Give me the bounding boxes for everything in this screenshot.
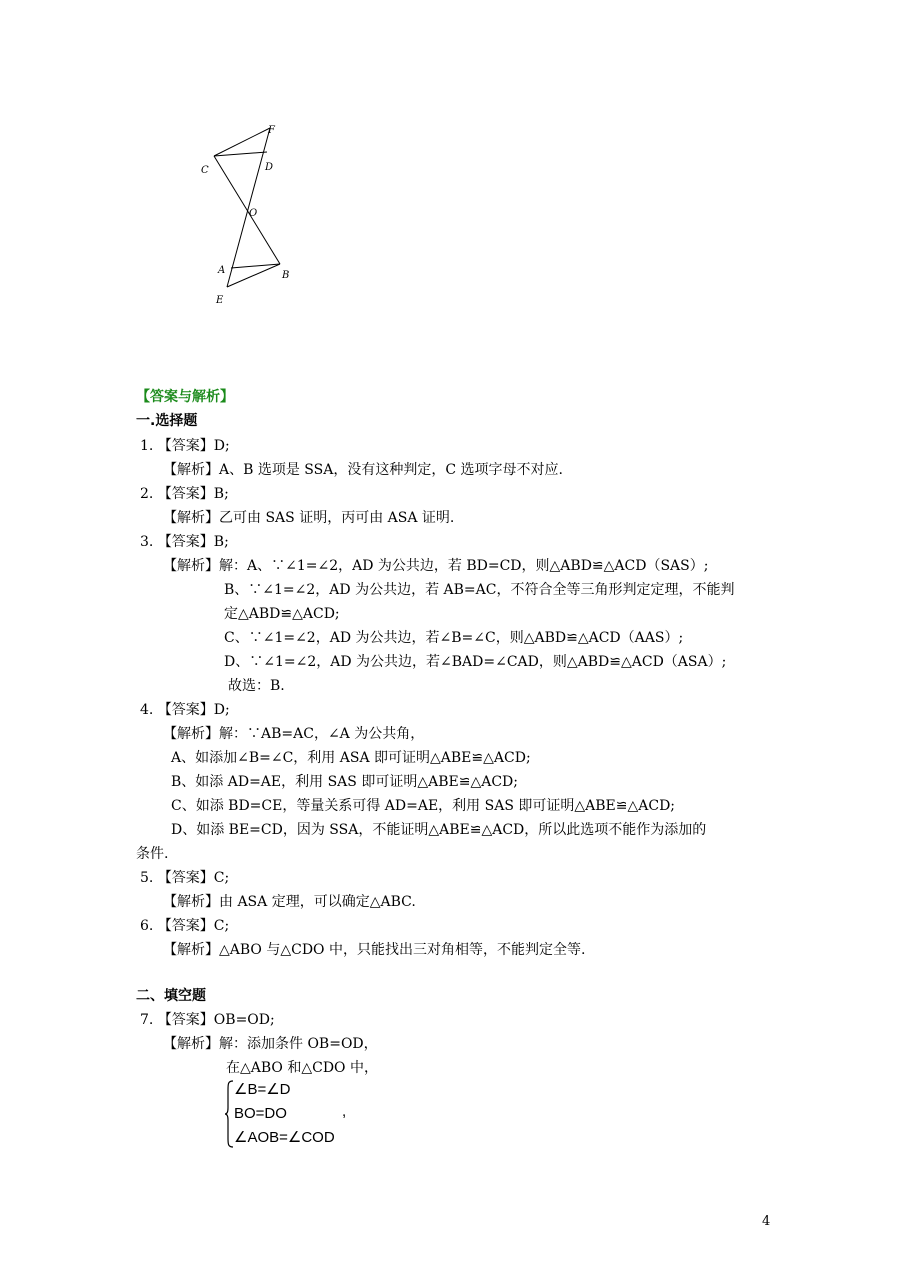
segment-CD: [214, 152, 267, 156]
segment-CF: [214, 128, 270, 156]
q7-answer: 7. 【答案】OB=OD;: [140, 1012, 275, 1028]
q3-conclusion: 故选：B.: [228, 678, 285, 694]
label-O: O: [249, 208, 258, 219]
q4-option-d: D、如添 BE=CD，因为 SSA，不能证明△ABE≌△ACD，所以此选项不能作为添加的: [171, 822, 707, 838]
section-title-fill: 二、填空题: [136, 988, 206, 1004]
page-number: 4: [762, 1214, 771, 1229]
q5-answer: 5. 【答案】C;: [140, 870, 230, 886]
system-eq-2: BO=DO: [234, 1105, 287, 1122]
q1-answer: 1. 【答案】D;: [140, 438, 230, 454]
q4-analysis: 【解析】解：∵AB=AC，∠A 为公共角，: [163, 726, 425, 742]
q4-option-d-cont: 条件.: [136, 846, 169, 862]
q4-answer: 4. 【答案】D;: [140, 702, 230, 718]
q4-option-c: C、如添 BD=CE，等量关系可得 AD=AE，利用 SAS 即可证明△ABE≌△ACD;: [171, 798, 676, 814]
q2-answer: 2. 【答案】B;: [140, 486, 229, 502]
system-brace: [224, 1080, 234, 1148]
label-E: E: [216, 295, 224, 306]
system-comma: ,: [342, 1103, 347, 1120]
q6-answer: 6. 【答案】C;: [140, 918, 230, 934]
q4-option-a: A、如添加∠B=∠C，利用 ASA 即可证明△ABE≌△ACD;: [171, 750, 531, 766]
q6-analysis: 【解析】△ABO 与△CDO 中，只能找出三对角相等，不能判定全等.: [163, 942, 586, 958]
q3-analysis-c: C、∵∠1=∠2，AD 为公共边，若∠B=∠C，则△ABD≌△ACD（AAS）;: [224, 630, 684, 646]
label-F: F: [268, 125, 275, 136]
system-eq-3: ∠AOB=∠COD: [234, 1129, 335, 1146]
q4-option-b: B、如添 AD=AE，利用 SAS 即可证明△ABE≌△ACD;: [171, 774, 518, 790]
label-C: C: [201, 165, 209, 176]
q3-analysis-b: B、∵∠1=∠2，AD 为公共边，若 AB=AC，不符合全等三角形判定定理，不能判: [224, 582, 735, 598]
q3-analysis-a: 【解析】解：A、∵∠1=∠2，AD 为公共边，若 BD=CD，则△ABD≌△ACD（SAS）;: [163, 558, 709, 574]
label-D: D: [265, 162, 274, 173]
label-B: B: [282, 270, 290, 281]
q3-answer: 3. 【答案】B;: [140, 534, 229, 550]
q7-analysis: 【解析】解：添加条件 OB=OD，: [163, 1036, 378, 1052]
geometry-figure: [190, 118, 310, 313]
q5-analysis: 【解析】由 ASA 定理，可以确定△ABC.: [163, 894, 416, 910]
system-eq-1: ∠B=∠D: [234, 1081, 291, 1098]
q3-analysis-d: D、∵∠1=∠2，AD 为公共边，若∠BAD=∠CAD，则△ABD≌△ACD（ASA）;: [224, 654, 727, 670]
label-A: A: [218, 265, 226, 276]
q2-analysis: 【解析】乙可由 SAS 证明，丙可由 ASA 证明.: [163, 510, 455, 526]
q1-analysis: 【解析】A、B 选项是 SSA，没有这种判定，C 选项字母不对应.: [163, 462, 563, 478]
answer-heading: 【答案与解析】: [136, 389, 234, 405]
q3-analysis-b-cont: 定△ABD≌△ACD;: [224, 606, 340, 622]
q7-analysis-cont: 在△ABO 和△CDO 中，: [226, 1060, 378, 1076]
section-title-choice: 一.选择题: [136, 413, 198, 429]
